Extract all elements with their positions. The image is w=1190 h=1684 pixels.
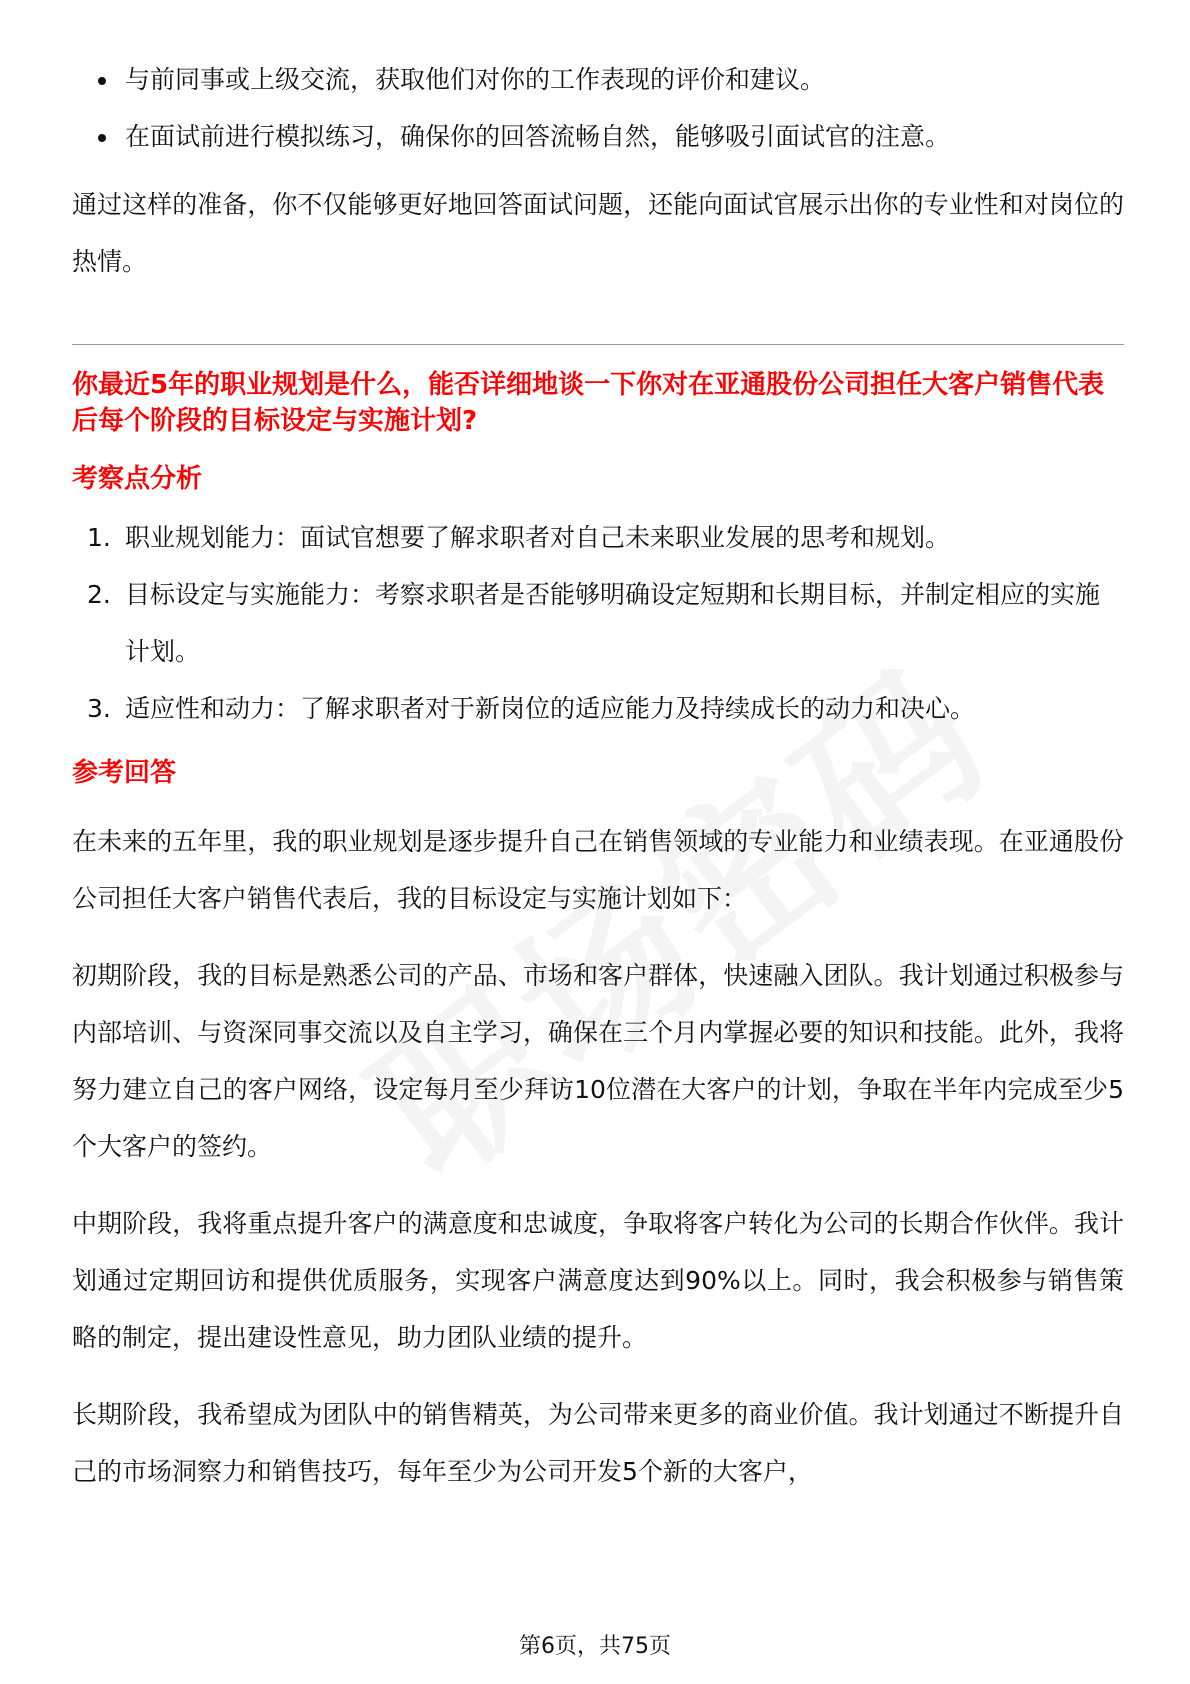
answer-heading: 参考回答 bbox=[72, 758, 177, 788]
summary-paragraph: 通过这样的准备，你不仅能够更好地回答面试问题，还能向面试官展示出你的专业性和对岗位的热情。 bbox=[72, 190, 1124, 276]
page-content bbox=[72, 62, 1124, 1500]
list-item bbox=[72, 62, 1124, 98]
list-item bbox=[72, 566, 1124, 680]
bullet-icon bbox=[98, 77, 106, 85]
list-item-text: 与前同事或上级交流，获取他们对你的工作表现的评价和建议。 bbox=[125, 65, 826, 94]
question-title: 你最近5年的职业规划是什么，能否详细地谈一下你对在亚通股份公司担任大客户销售代表后每个阶段的目标设定与实施计划? bbox=[72, 370, 1105, 436]
list-item bbox=[72, 509, 1124, 566]
answer-paragraph: 长期阶段，我希望成为团队中的销售精英，为公司带来更多的商业价值。我计划通过不断提升自己的市场洞察力和销售技巧，每年至少为公司开发5个新的大客户， bbox=[72, 1400, 1124, 1486]
list-item-text: 在面试前进行模拟练习，确保你的回答流畅自然，能够吸引面试官的注意。 bbox=[125, 122, 951, 151]
list-item-number: 2. bbox=[87, 580, 111, 609]
answer-paragraph: 中期阶段，我将重点提升客户的满意度和忠诚度，争取将客户转化为公司的长期合作伙伴。我计划通过定期回访和提供优质服务，实现客户满意度达到90%以上。同时，我会积极参与销售策略的制定，提出建设性意见，助力团队业绩的提升。 bbox=[72, 1209, 1124, 1352]
page-number: 第6页，共75页 bbox=[519, 1634, 671, 1659]
list-item-number: 3. bbox=[87, 694, 111, 723]
list-item-text: 目标设定与实施能力：考察求职者是否能够明确设定短期和长期目标，并制定相应的实施计划。 bbox=[125, 580, 1101, 666]
list-item-text: 适应性和动力：了解求职者对于新岗位的适应能力及持续成长的动力和决心。 bbox=[125, 694, 976, 723]
list-item bbox=[72, 680, 1124, 737]
answer-paragraph: 初期阶段，我的目标是熟悉公司的产品、市场和客户群体，快速融入团队。我计划通过积极参与内部培训、与资深同事交流以及自主学习，确保在三个月内掌握必要的知识和技能。此外，我将努力建立自己的客户网络，设定每月至少拜访10位潜在大客户的计划，争取在半年内完成至少5个大客户的签约。 bbox=[72, 961, 1124, 1161]
list-item-text: 职业规划能力：面试官想要了解求职者对自己未来职业发展的思考和规划。 bbox=[125, 523, 951, 552]
section-divider bbox=[72, 344, 1124, 345]
answer-paragraph: 在未来的五年里，我的职业规划是逐步提升自己在销售领域的专业能力和业绩表现。在亚通股份公司担任大客户销售代表后，我的目标设定与实施计划如下： bbox=[72, 827, 1124, 913]
bullet-icon bbox=[98, 134, 106, 142]
list-item-number: 1. bbox=[87, 523, 111, 552]
analysis-list bbox=[72, 509, 1124, 737]
tips-list bbox=[72, 62, 1124, 155]
analysis-heading: 考察点分析 bbox=[72, 464, 203, 494]
list-item bbox=[72, 119, 1124, 155]
